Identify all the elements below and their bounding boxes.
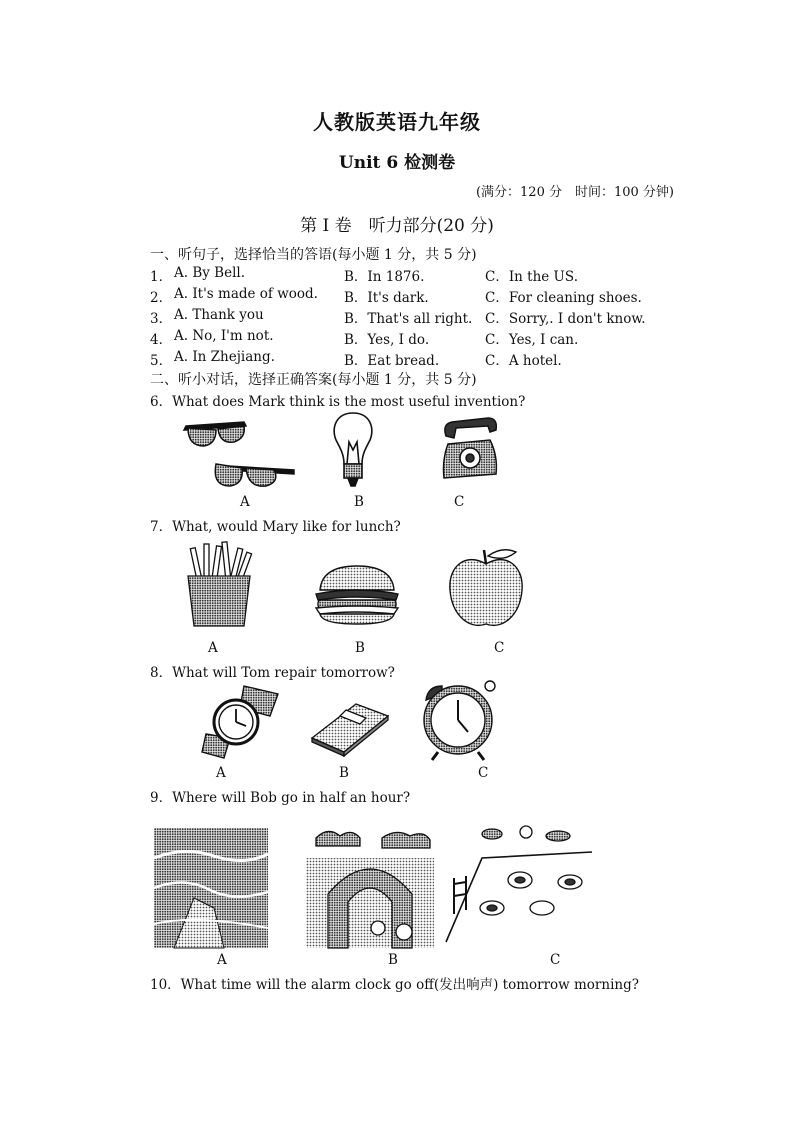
light-bulb-icon [328, 410, 378, 490]
option-label: C [494, 640, 505, 656]
alarm-clock-icon [418, 680, 502, 762]
option-label: A [240, 494, 250, 510]
question-row [150, 307, 670, 327]
option-label: A [216, 765, 226, 781]
page-title: 人教版英语九年级 [313, 110, 481, 134]
question-9: 9．Where will Bob go in half an hour? [150, 790, 411, 806]
question-10: 10．What time will the alarm clock go off(发出响声) tomorrow morning? [150, 977, 639, 993]
option-label: B [355, 640, 365, 656]
option-label: C [478, 765, 489, 781]
score-info: (满分：120 分 时间：100 分钟) [475, 185, 674, 200]
question-number: 3． [150, 311, 173, 327]
option-b: B．Yes, I do. [344, 332, 430, 348]
option-label: B [354, 494, 364, 510]
option-label: A [217, 952, 227, 968]
hamburger-icon [314, 564, 400, 626]
option-label: B [388, 952, 398, 968]
option-c: C．For cleaning shoes. [485, 290, 642, 306]
option-c: C．In the US. [485, 269, 578, 285]
option-b: B．Eat bread. [344, 353, 440, 369]
option-b: B．That's all right. [344, 311, 473, 327]
section1-heading: 一、听句子，选择恰当的答语(每小题 1 分，共 5 分) [150, 247, 477, 263]
question-8: 8．What will Tom repair tomorrow? [150, 665, 395, 681]
swimming-pool-icon [446, 818, 592, 942]
question-row [150, 265, 670, 285]
option-a: A. By Bell. [174, 265, 246, 281]
question-number: 4． [150, 332, 173, 348]
option-c: C．A hotel. [485, 353, 562, 369]
apple-icon [446, 546, 526, 632]
question-7: 7．What, would Mary like for lunch? [150, 519, 401, 535]
calculator-icon [310, 702, 390, 756]
french-fries-icon [184, 542, 254, 628]
option-label: C [550, 952, 561, 968]
question-number: 1． [150, 269, 173, 285]
question-number: 5． [150, 353, 173, 369]
option-a: A. In Zhejiang. [174, 349, 275, 365]
question-number: 2． [150, 290, 173, 306]
option-b: B．In 1876. [344, 269, 425, 285]
option-label: C [454, 494, 465, 510]
section2-heading: 二、听小对话，选择正确答案(每小题 1 分，共 5 分) [150, 372, 477, 388]
wristwatch-icon [200, 684, 284, 760]
question-6: 6．What does Mark think is the most useful invention? [150, 394, 526, 410]
question-row [150, 349, 670, 369]
option-a: A. No, I'm not. [174, 328, 274, 344]
part-title: 第 I 卷 听力部分(20 分) [300, 216, 494, 236]
unit-subtitle: Unit 6 检测卷 [338, 153, 456, 173]
question-row [150, 328, 670, 348]
mountain-scene-icon [154, 828, 268, 948]
option-label: A [208, 640, 218, 656]
question-row [150, 286, 670, 306]
option-b: B．It's dark. [344, 290, 429, 306]
sunglasses-icon [182, 416, 302, 492]
option-label: B [339, 765, 349, 781]
option-c: C．Sorry,. I don't know. [485, 311, 646, 327]
option-c: C．Yes, I can. [485, 332, 579, 348]
option-a: A. It's made of wood. [174, 286, 318, 302]
park-gate-icon [306, 824, 434, 948]
telephone-icon [438, 416, 502, 482]
option-a: A. Thank you [174, 307, 264, 323]
